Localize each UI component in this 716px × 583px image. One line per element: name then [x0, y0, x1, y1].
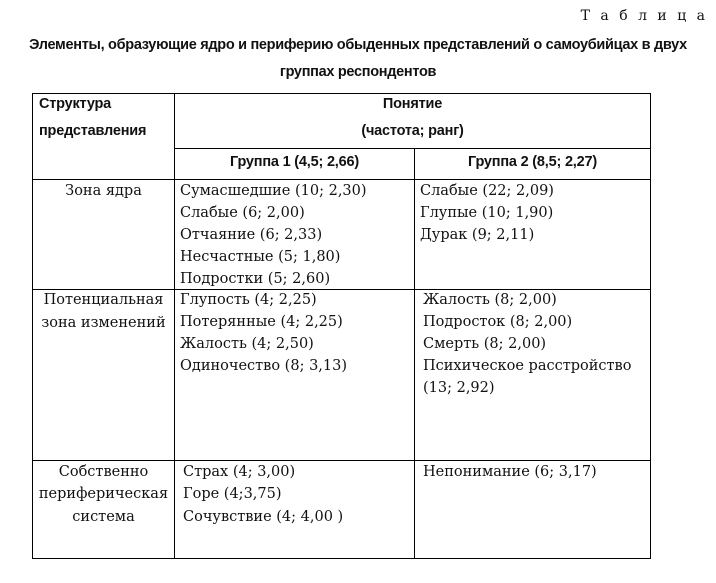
row-peripheral-zone-label-line-2: периферическая: [38, 486, 169, 502]
list-item: Несчастные (5; 1,80): [180, 249, 341, 265]
header-concept-sub: (частота; ранг): [361, 123, 464, 139]
list-item: Потерянные (4; 2,25): [180, 314, 343, 330]
row-core-zone-label: Зона ядра: [65, 183, 142, 199]
header-group-1: Группа 1 (4,5; 2,66): [230, 154, 359, 170]
table-title-line-2: группах респондентов: [279, 64, 437, 80]
list-item: Слабые (6; 2,00): [180, 205, 305, 221]
list-item: Одиночество (8; 3,13): [180, 358, 348, 374]
table-title-line-1: Элементы, образующие ядро и периферию обыденных представлений о самоубийцах в двух: [29, 37, 687, 53]
row-core-zone-label-cell: [32, 179, 175, 290]
list-item: Слабые (22; 2,09): [420, 183, 554, 199]
row-peripheral-group-1-cell: [174, 460, 415, 559]
list-item: Непонимание (6; 3,17): [423, 464, 597, 480]
row-peripheral-zone-label-line-3: система: [72, 509, 135, 525]
row-peripheral-group-2-cell: [414, 460, 651, 559]
header-group-2: Группа 2 (8,5; 2,27): [468, 154, 597, 170]
row-potential-zone-label-line-2: зона изменений: [41, 315, 166, 331]
row-peripheral-zone-label-line-1: Собственно: [58, 464, 149, 480]
header-concept-cell: [174, 93, 651, 149]
list-item: Дурак (9; 2,11): [420, 227, 535, 243]
row-potential-zone-label-line-1: Потенциальная: [43, 292, 164, 308]
list-item: Жалость (8; 2,00): [423, 292, 557, 308]
table-label: Т а б л и ц а: [580, 8, 708, 24]
list-item: Жалость (4; 2,50): [180, 336, 314, 352]
row-peripheral-zone-label-cell: [32, 460, 175, 559]
row-core-group-1-cell: [174, 179, 415, 290]
row-potential-zone-label-cell: [32, 289, 175, 461]
header-group-2-cell: [414, 148, 651, 180]
list-item: Отчаяние (6; 2,33): [180, 227, 323, 243]
row-core-group-2-cell: [414, 179, 651, 290]
header-concept: Понятие: [382, 96, 443, 112]
row-potential-group-1-cell: [174, 289, 415, 461]
list-item: Сумасшедшие (10; 2,30): [180, 183, 367, 199]
list-item: Глупые (10; 1,90): [420, 205, 554, 221]
list-item: Горе (4;3,75): [183, 486, 282, 502]
list-item: Сочувствие (4; 4,00 ): [183, 509, 344, 525]
header-structure-line-1: Структура: [39, 96, 112, 112]
list-item: (13; 2,92): [423, 380, 495, 396]
list-item: Глупость (4; 2,25): [180, 292, 317, 308]
row-potential-group-2-cell: [414, 289, 651, 461]
list-item: Психическое расстройство: [423, 358, 632, 374]
list-item: Страх (4; 3,00): [183, 464, 296, 480]
header-structure-line-2: представления: [39, 123, 147, 139]
header-group-1-cell: [174, 148, 415, 180]
list-item: Подросток (8; 2,00): [423, 314, 573, 330]
list-item: Подростки (5; 2,60): [180, 271, 331, 287]
header-structure-cell: [32, 93, 175, 180]
list-item: Смерть (8; 2,00): [423, 336, 547, 352]
